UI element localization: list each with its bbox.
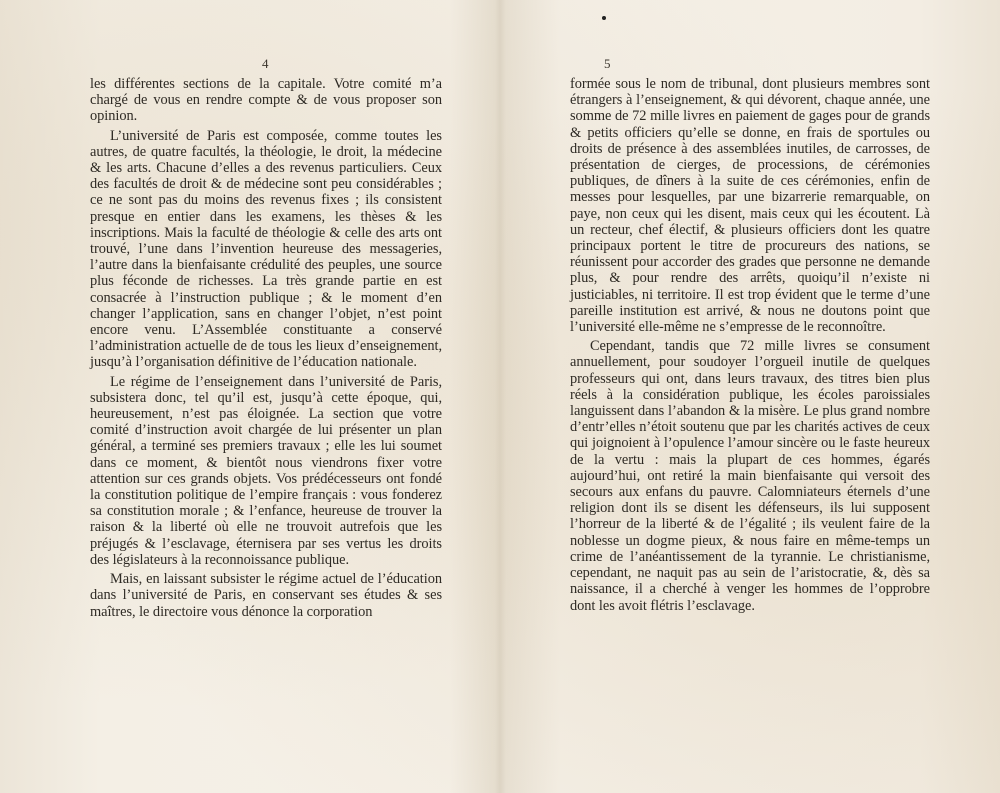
right-page-body	[570, 76, 930, 617]
page-number: 5	[604, 56, 611, 71]
paragraph: Le régime de l’enseignement dans l’université de Paris, subsistera donc, tel qu’il est, jusqu’à cette époque, qui, heureusement, n’est pas éloignée. La section que votre comité d’instruction avoit chargée de lui présenter un plan général, a terminé ses premiers travaux ; elle les lui soumet dans ce moment, & bientôt nous viendrons fixer votre attention sur ces grands objets. Vos prédécesseurs ont fondé la constitution politique de l’empire français : vous fonderez sa constitution morale ; & l’enfance, heureuse de trouver la raison & la liberté où elle ne trouvoit autrefois que les préjugés & l’esclavage, éternisera par ses vertus les droits des législateurs à la reconnoissance publique.	[90, 373, 442, 568]
page-number: 4	[262, 56, 269, 71]
paragraph: formée sous le nom de tribunal, dont plusieurs membres sont étrangers à l’enseignement, & qui dévorent, chaque année, une somme de 72 mille livres en paiement de gages pour de grands & petits officiers qu’elle se donne, en frais de sportules ou droits de présence à des assemblées inutiles, de carrosses, de présentation de cierges, de processions, de cérémonies publiques, de dîners à la suite de ces cérémonies, enfin de messes pour lesquelles, par une bizarrerie remarquable, on paye, non ceux qui les disent, mais ceux qui les écoutent. Là un recteur, chef électif, & plusieurs officiers dont les quatre principaux portent le titre de procureurs des nations, se réunissent pour accorder des grades que personne ne demande plus, & pour rendre des arrêts, quoiqu’il n’existe ni justiciables, ni territoire. Il est trop évident que le terme d’une pareille institution est arrivé, & nous ne doutons point que l’université elle-même ne s’empresse de le reconnoître.	[570, 76, 930, 336]
paragraph: L’université de Paris est composée, comme toutes les autres, de quatre facultés, la théologie, le droit, la médecine & les arts. Chacune d’elles a des revenus particuliers. Ceux des facultés de droit & de médecine sont peu considérables ; ce ne sont pas du moins des revenus fixes ; ils consistent presque en entier dans les examens, les thèses & les inscriptions. Mais la faculté de théologie & celle des arts ont trouvé, l’une dans l’invention heureuse des messageries, l’autre dans la bienfaisante crédulité des peuples, une source plus féconde de richesses. La très grande partie en est consacrée à l’instruction publique ; & le moment d’en changer l’application, sans en changer l’objet, n’est point encore venu. L’Assemblée constituante a conservé l’administration actuelle de de tous les lieux d’enseignement, jusqu’à l’organisation définitive de l’éducation nationale.	[90, 127, 442, 371]
paragraph: les différentes sections de la capitale. Votre comité m’a chargé de vous en rendre compte & de vous proposer son opinion.	[90, 76, 442, 125]
left-page-body	[90, 76, 442, 623]
paragraph: Cependant, tandis que 72 mille livres se consument annuellement, pour soudoyer l’orgueil inutile de quelques professeurs qui ont, dans leurs travaux, des titres bien plus réels à la considération publique, les écoles paroissiales languissent dans l’abandon & la misère. Le plus grand nombre d’entr’elles n’étoit soutenu que par les charités actives de ceux qui joignoient à l’opulence l’amour sincère ou le faste heureux de la vertu : mais la plupart de ces hommes, égarés aujourd’hui, ont retiré la main bienfaisante qui versoit des secours aux enfans du pauvre. Calomniateurs éternels d’une religion dont ils se disent les défenseurs, ils lui supposent l’horreur de la liberté & de l’égalité ; ils veulent faire de la noblesse un dogme pieux, & nous faire en même-temps un crime de l’anéantissement de la tyrannie. Le christianisme, cependant, ne naquit pas au sein de l’aristocratie, &, dès sa naissance, il a cherché à venger les hommes de l’opprobre dont les avoit flétris l’esclavage.	[570, 338, 930, 614]
paragraph: Mais, en laissant subsister le régime actuel de l’éducation dans l’université de Paris, en conservant ses études & ses maîtres, le directoire vous dénonce la corporation	[90, 571, 442, 620]
